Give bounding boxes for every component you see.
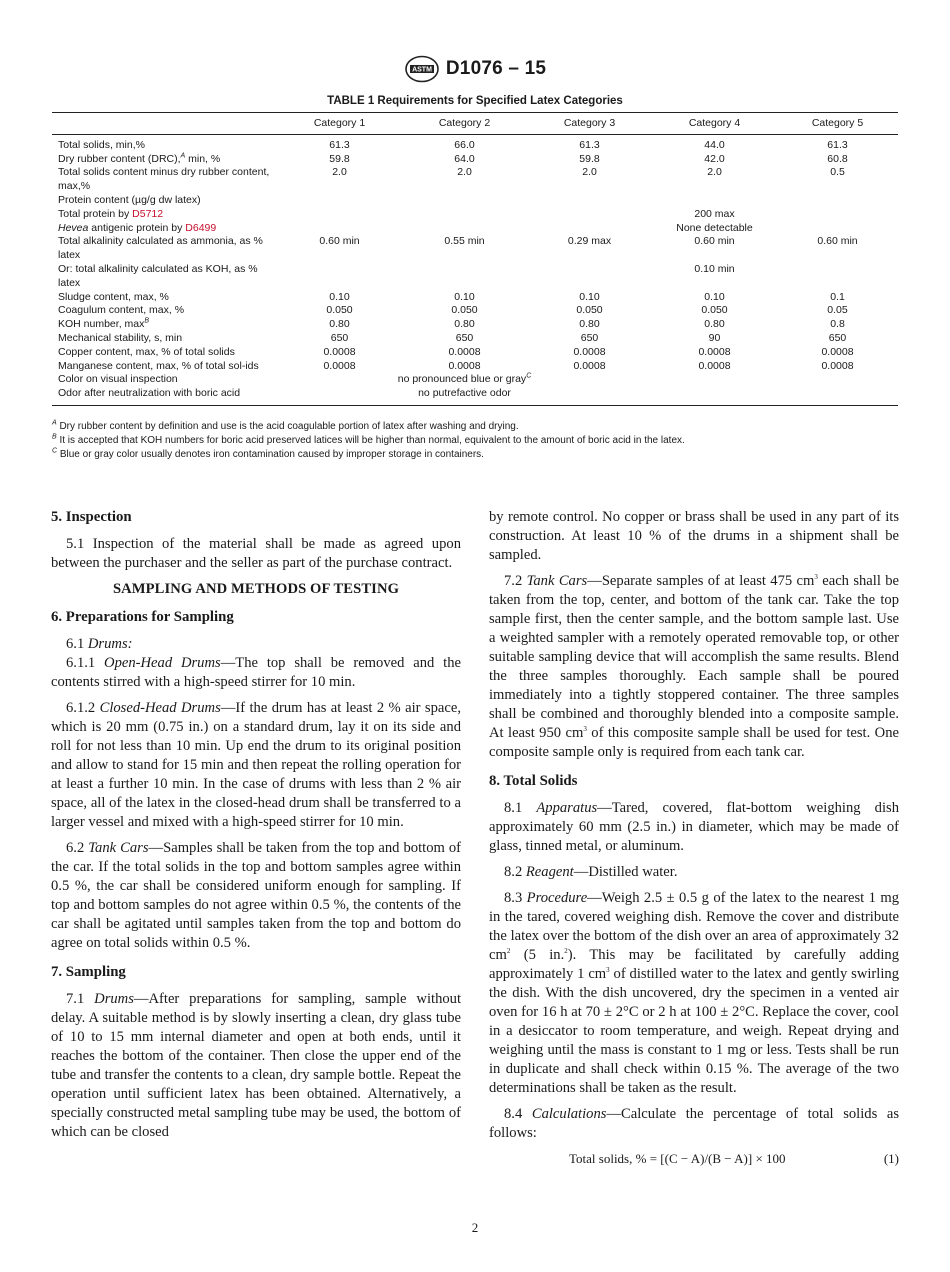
spanning-cell: no putrefactive odor <box>418 387 511 400</box>
cell: 0.10 <box>329 290 350 303</box>
paragraph: 5.1 Inspection of the material shall be made as agreed upon between the purchaser and the seller as part of the purchase contract. <box>51 536 461 571</box>
cell: 0.0008 <box>323 359 356 372</box>
table-row <box>52 134 898 152</box>
cell: 0.10 <box>704 290 725 303</box>
cell: 0.050 <box>576 304 603 317</box>
cell: 0.60 min <box>694 235 735 248</box>
cell: 0.0008 <box>821 359 854 372</box>
cell: 0.0008 <box>448 359 481 372</box>
table-row <box>52 373 898 387</box>
row-label: Total solids content minus dry rubber content, max,% <box>58 166 270 193</box>
page-header <box>0 55 950 88</box>
cell: 0.1 <box>830 290 845 303</box>
row-label: Total solids, min,% <box>58 138 145 151</box>
equation <box>489 1149 899 1168</box>
equation-formula: Total solids, % = [(C − A)/(B − A)] × 100 <box>569 1151 786 1166</box>
astm-logo-icon <box>404 55 440 83</box>
cell: 60.8 <box>827 152 848 165</box>
table-row <box>52 166 898 194</box>
table-row <box>52 153 898 167</box>
standard-link-d5712[interactable]: D5712 <box>132 207 164 220</box>
paragraph: 7.2 Tank Cars—Separate samples of at least 475 $cm^3$ each shall be taken from the top, center, and bottom of the tank car. Take the top sample first, then the center sample, and the bottom sample last. Use a weighted sampler with a remotely operated removable top, or other suitable sampling device that will accomplish the same results. Blend the three samples thoroughly. Each sample shall be poured immediately into a tightly stoppered container. The three samples shall be combined and thoroughly blended into a composite sample. At least 950 $cm^3$ of this composite sample shall be used for test. One composite sample only is required from each tank car. <box>489 573 900 760</box>
table-row <box>52 235 898 263</box>
header-blank <box>52 113 277 135</box>
paragraph: 6.1.1 Open-Head Drums—The top shall be removed and the contents stirred with a high-speed stirrer for 10 min. <box>51 655 461 690</box>
cell: 0.60 min <box>319 235 360 248</box>
cell: 0.0008 <box>323 345 356 358</box>
cell: 0.80 <box>329 318 350 331</box>
cell: 2.0 <box>582 166 597 179</box>
section-heading: 6. Preparations for Sampling <box>51 609 234 625</box>
row-label: Copper content, max, % of total solids <box>58 345 235 358</box>
table-row <box>52 194 898 208</box>
row-label: Mechanical stability, s, min <box>58 331 183 344</box>
document-id: D1076 – 15 <box>445 58 547 79</box>
paragraph: 8.4 Calculations—Calculate the percentage of total solids as follows: <box>489 1106 899 1141</box>
paragraph: 8.1 Apparatus—Tared, covered, flat-bottom weighing dish approximately 60 mm (2.5 in.) in diameter, which may be made of glass, tinned metal, or aluminum. <box>489 800 899 854</box>
cell: 61.3 <box>329 138 350 151</box>
row-label: Sludge content, max, % <box>58 290 169 303</box>
section-heading: 5. Inspection <box>51 509 132 525</box>
cell: 650 <box>828 331 847 344</box>
cell: 0.80 <box>454 318 475 331</box>
cell: 59.8 <box>329 152 350 165</box>
svg-text:ASTM: ASTM <box>411 66 432 74</box>
table-row <box>52 387 898 405</box>
table-row <box>52 318 898 332</box>
row-label: Manganese content, max, % of total sol-ids <box>58 359 259 372</box>
cell: 0.80 <box>704 318 725 331</box>
right-column <box>489 508 899 1168</box>
cell: 0.050 <box>326 304 353 317</box>
table-row <box>52 222 898 236</box>
main-heading: SAMPLING AND METHODS OF TESTING <box>112 581 400 597</box>
page-number: 2 <box>471 1220 479 1235</box>
cell: 0.0008 <box>821 345 854 358</box>
cell: 0.050 <box>451 304 478 317</box>
table-footnotes <box>52 420 898 462</box>
header-category-4: Category 4 <box>688 117 741 129</box>
table-title: TABLE 1 Requirements for Specified Latex Categories <box>327 95 623 107</box>
spanning-cell: no pronounced blue or gray$^C$ <box>397 372 532 386</box>
table-row <box>52 360 898 374</box>
row-label: Dry rubber content (DRC),$^A$ min, % <box>58 152 221 165</box>
footnote-c: $^C$ Blue or gray color usually denotes iron contamination caused by improper storage in containers. <box>52 447 484 460</box>
equation-number: (1) <box>883 1151 899 1166</box>
cell: 0.80 <box>579 318 600 331</box>
table-header-row <box>52 113 898 135</box>
cell: 0.29 max <box>567 235 612 248</box>
cell: 0.10 <box>579 290 600 303</box>
cell: 0.0008 <box>698 359 731 372</box>
requirements-table <box>52 112 898 406</box>
footnote-b: $^B$ It is accepted that KOH numbers for boric acid preserved latices will be higher than normal, equivalent to the amount of boric acid in the latex. <box>52 433 685 446</box>
cell: 650 <box>580 331 599 344</box>
row-label: Protein content (µg/g dw latex) <box>58 193 201 206</box>
header-category-5: Category 5 <box>811 117 864 129</box>
cell: 0.0008 <box>448 345 481 358</box>
row-label: Color on visual inspection <box>58 373 178 386</box>
footnote-a: $^A$ Dry rubber content by definition and use is the acid coagulable portion of latex after washing and drying. <box>52 419 519 432</box>
table-row <box>52 332 898 346</box>
paragraph: 8.2 Reagent—Distilled water. <box>504 864 678 880</box>
cell: 44.0 <box>704 138 725 151</box>
row-label: Coagulum content, max, % <box>58 304 185 317</box>
cell: 61.3 <box>827 138 848 151</box>
left-column <box>51 508 461 1149</box>
cell: 0.10 min <box>694 262 735 275</box>
cell: 0.5 <box>830 166 845 179</box>
cell: 650 <box>455 331 474 344</box>
table-row <box>52 208 898 222</box>
table-row <box>52 346 898 360</box>
cell: 0.050 <box>701 304 728 317</box>
cell: 0.05 <box>827 304 848 317</box>
paragraph: 8.3 Procedure—Weigh 2.5 ± 0.5 g of the latex to the nearest 1 mg in the tared, covered weighing dish. Remove the cover and distribute the latex over the bottom of the dish over an area of approximately 32 $cm^2$ (5 in.$^2$). This may be facilitated by carefully adding approximately 1 $cm^3$ of distilled water to the latex and gently swirling the dish. With the dish uncovered, dry the specimen in a vented air oven for 16 h at 70 ± 2°C or 2 h at 100 ± 2°C. Replace the cover, cool in a desiccator to room temperature, and weigh. Repeat drying and weighing until the mass is constant to 1 mg or less. Tests shall be run in duplicate and shall check within 0.15 %. The average of the two determinations shall be taken as the result. <box>489 890 899 1096</box>
header-category-3: Category 3 <box>563 117 616 129</box>
cell: 42.0 <box>704 152 725 165</box>
cell: 0.60 min <box>817 235 858 248</box>
row-label: Total alkalinity calculated as ammonia, as % latex <box>58 235 263 262</box>
table-row <box>52 304 898 318</box>
section-heading: 8. Total Solids <box>489 773 578 789</box>
paragraph: 7.1 Drums—After preparations for sampling, sample without delay. A suitable method is by slowly inserting a clean, dry glass tube of 10 to 15 mm internal diameter and open at both ends, until it reaches the bottom of the container. Then close the upper end of the tube and transfer the contents to a clean, dry sample bottle. Repeat the operation until sufficient latex has been obtained. Alternatively, a specially constructed metal sampling tube may be used, the bottom of which can be closed <box>51 991 462 1140</box>
cell: 200 max <box>694 207 735 220</box>
standard-link-d6499[interactable]: D6499 <box>185 221 217 234</box>
cell: 61.3 <box>579 138 600 151</box>
cell: 0.0008 <box>573 345 606 358</box>
cell: 66.0 <box>454 138 475 151</box>
cell: 650 <box>330 331 349 344</box>
cell: None detectable <box>676 221 753 234</box>
row-label: Hevea antigenic protein by D6499 <box>58 221 217 234</box>
row-label: Odor after neutralization with boric acid <box>58 387 241 400</box>
cell: 0.8 <box>830 318 845 331</box>
cell: 64.0 <box>454 152 475 165</box>
section-heading: 7. Sampling <box>51 964 126 980</box>
cell: 0.0008 <box>698 345 731 358</box>
cell: 90 <box>708 331 721 344</box>
cell: 2.0 <box>332 166 347 179</box>
paragraph: by remote control. No copper or brass shall be used in any part of its construction. At least 10 % of the drums in a shipment shall be sampled. <box>489 509 899 563</box>
header-category-1: Category 1 <box>313 117 366 129</box>
cell: 59.8 <box>579 152 600 165</box>
row-label: Total protein by D5712 <box>58 207 164 220</box>
cell: 2.0 <box>457 166 472 179</box>
table-row <box>52 291 898 305</box>
paragraph: 6.2 Tank Cars—Samples shall be taken from the top and bottom of the car. If the total solids in the top and bottom samples agree within 0.5 %, the car shall be considered uniform enough for sampling. If top and bottom samples do not agree within 0.5 %, the contents of the car shall be agitated until samples taken from the top and bottom do agree on total solids within 0.5 %. <box>51 840 462 951</box>
table-row <box>52 263 898 291</box>
paragraph: 6.1.2 Closed-Head Drums—If the drum has at least 2 % air space, which is 20 mm (0.75 in.) on a standard drum, lay it on its side and roll for not less than 10 min. Up end the drum to its original position and allow to stand for 15 min and then repeat the rolling operation for at least a further 10 min. In the case of drums with less than 2 % air space, all of the latex in the closed-head drum shall be transferred to a larger vessel and mixed with a high-speed stirrer for 10 min. <box>51 700 461 830</box>
cell: 2.0 <box>707 166 722 179</box>
paragraph: 6.1 Drums: <box>66 636 133 652</box>
row-label: Or: total alkalinity calculated as KOH, as % latex <box>58 262 258 289</box>
cell: 0.0008 <box>573 359 606 372</box>
header-category-2: Category 2 <box>438 117 491 129</box>
row-label: KOH number, $\max^B$ <box>58 317 150 331</box>
cell: 0.10 <box>454 290 475 303</box>
cell: 0.55 min <box>444 235 485 248</box>
